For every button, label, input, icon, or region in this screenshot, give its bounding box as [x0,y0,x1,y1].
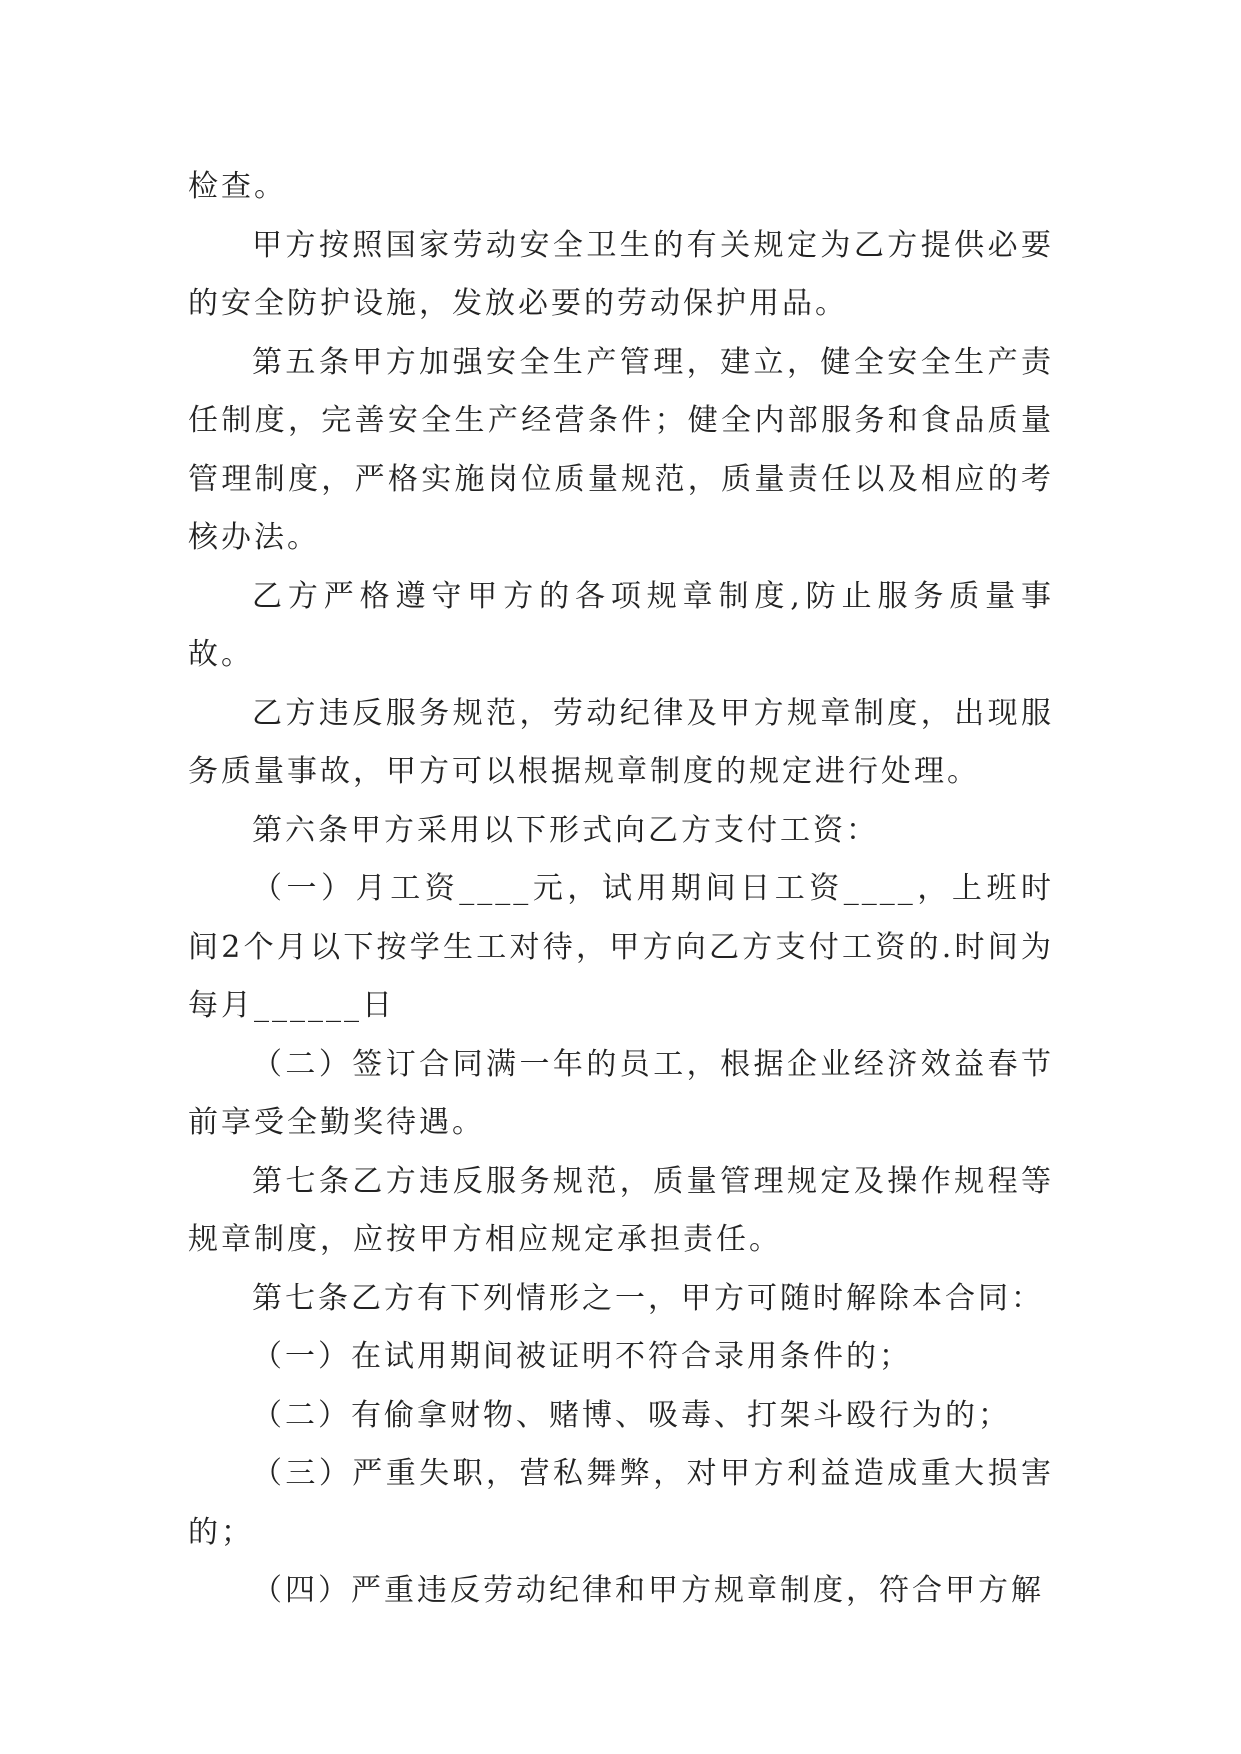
paragraph-article-7-termination: 第七条乙方有下列情形之一，甲方可随时解除本合同： [252,1280,1044,1316]
paragraph-safety-facilities: 甲方按照国家劳动安全卫生的有关规定为乙方提供必要的安全防护设施，发放必要的劳动保护用品。 [188,227,1054,321]
paragraph-article-5: 第五条甲方加强安全生产管理，建立，健全安全生产责任制度，完善安全生产经营条件；健全内部服务和食品质量管理制度，严格实施岗位质量规范，质量责任以及相应的考核办法。 [188,344,1054,555]
paragraph-wage-item-1: （一）月工资____元，试用期间日工资____，上班时间2个月以下按学生工对待，甲方向乙方支付工资的.时间为每月______日 [188,871,1054,1023]
document-body [188,158,1054,1621]
paragraph-termination-item-4: （四）严重违反劳动纪律和甲方规章制度，符合甲方解 [252,1573,1044,1608]
paragraph-article-7-responsibility: 第七条乙方违反服务规范，质量管理规定及操作规程等规章制度，应按甲方相应规定承担责任。 [188,1163,1054,1257]
paragraph-termination-item-2: （二）有偷拿财物、赌博、吸毒、打架斗殴行为的； [252,1397,1011,1433]
paragraph-comply-rules: 乙方严格遵守甲方的各项规章制度,防止服务质量事故。 [188,578,1054,672]
paragraph-violation-handling: 乙方违反服务规范，劳动纪律及甲方规章制度，出现服务质量事故，甲方可以根据规章制度的规定进行处理。 [188,695,1054,789]
paragraph-article-6: 第六条甲方采用以下形式向乙方支付工资： [252,812,879,848]
paragraph-termination-item-3: （三）严重失职，营私舞弊，对甲方利益造成重大损害的； [188,1456,1054,1550]
paragraph-termination-item-1: （一）在试用期间被证明不符合录用条件的； [252,1339,912,1374]
paragraph-wage-item-2: （二）签订合同满一年的员工，根据企业经济效益春节前享受全勤奖待遇。 [188,1046,1054,1140]
paragraph-check: 检查。 [188,169,287,204]
